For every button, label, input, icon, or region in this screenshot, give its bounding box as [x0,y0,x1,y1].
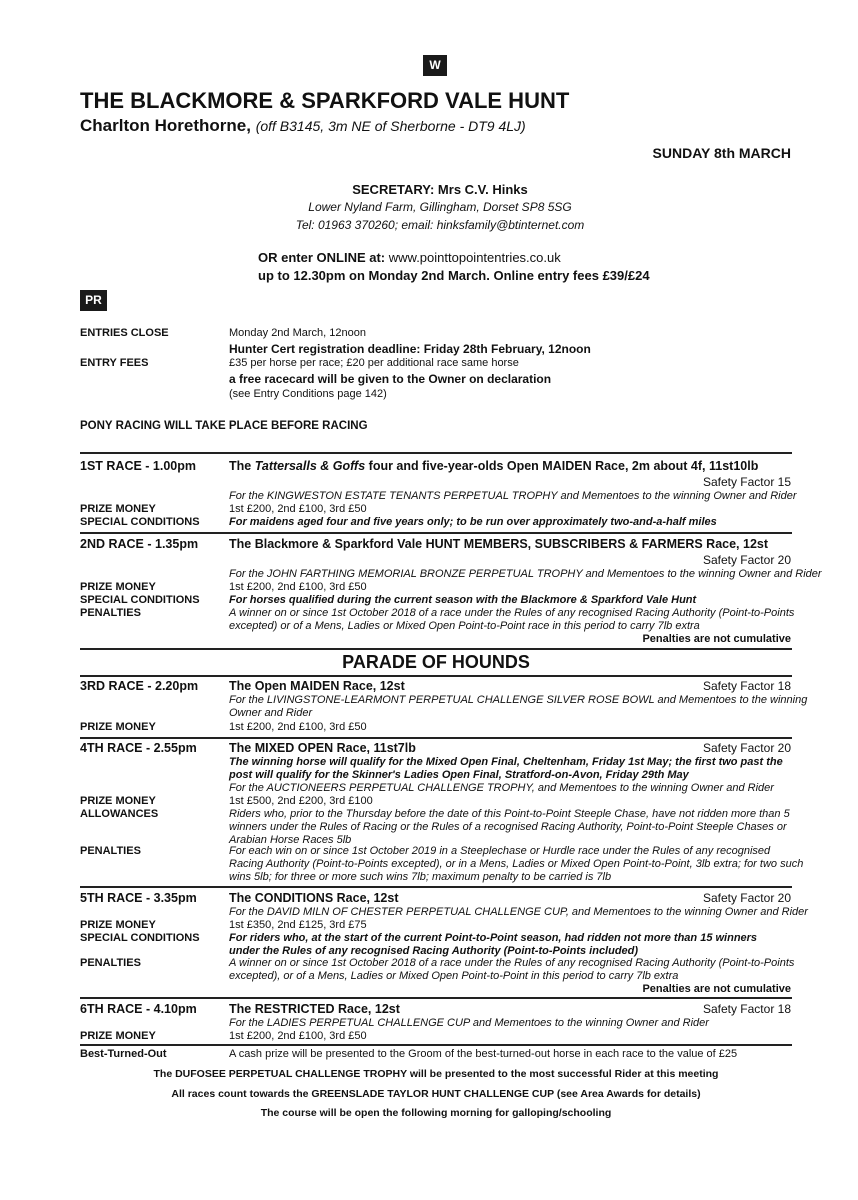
race2-title: The Blackmore & Sparkford Vale HUNT MEMBERS, SUBSCRIBERS & FARMERS Race, 12st [229,537,769,551]
race6-trophy: For the LADIES PERPETUAL CHALLENGE CUP and Mementoes to the winning Owner and Rider [229,1017,709,1029]
venue-line [80,115,526,137]
online-line [258,250,561,265]
race1-title [229,459,758,474]
race4-qualification-1: The winning horse will qualify for the Mixed Open Final, Cheltenham, Friday 1st May; the first two past the [229,756,783,768]
race2-prize-label: PRIZE MONEY [80,581,156,593]
race5-penalties-label: PENALTIES [80,957,141,969]
race2-rule [80,532,792,534]
race2-penalties-1: A winner on or since 1st October 2018 of a race under the Rules of any recognised Racing Authority (Point-to-Points [229,607,795,619]
race3-prize: 1st £200, 2nd £100, 3rd £50 [229,721,367,733]
race2-trophy: For the JOHN FARTHING MEMORIAL BRONZE PERPETUAL TROPHY and Mementoes to the winning Owner and Rider [229,568,822,580]
race2-safety-factor: Safety Factor 20 [702,553,791,567]
race1-trophy: For the KINGWESTON ESTATE TENANTS PERPETUAL TROPHY and Mementoes to the winning Owner and Rider [229,490,797,502]
race4-penalties-1: For each win on or since 1st October 2019 in a Steeplechase or Hurdle race under the Rules of any recognised [229,845,771,857]
secretary-address: Lower Nyland Farm, Gillingham, Dorset SP8 5SG [308,200,572,214]
race5-penalties-1: A winner on or since 1st October 2018 of a race under the Rules of any recognised Racing Authority (Point-to-Points [229,957,795,969]
race4-time: 4TH RACE - 2.55pm [80,741,197,755]
race6-time: 6TH RACE - 4.10pm [80,1002,197,1016]
race1-special-label: SPECIAL CONDITIONS [80,516,200,528]
race2-penalties-note: Penalties are not cumulative [642,633,791,645]
race3-time: 3RD RACE - 2.20pm [80,679,199,693]
race4-title: The MIXED OPEN Race, 11st7lb [229,741,416,755]
race5-rule [80,886,792,888]
race4-allowances-2: winners under the Rules of Racing or the Rules of a recognised Racing Authority, Point-to-Point Steeple Chases or [229,821,787,833]
best-turned-out-text: A cash prize will be presented to the Groom of the best-turned-out horse in each race to the value of £25 [229,1048,738,1060]
race3-trophy-2: Owner and Rider [229,707,313,719]
footer-line-1: The DUFOSEE PERPETUAL CHALLENGE TROPHY will be presented to the most successful Rider at this meeting [153,1068,719,1080]
venue-detail: (off B3145, 3m NE of Sherborne - DT9 4LJ) [255,118,526,134]
race4-prize-label: PRIZE MONEY [80,795,156,807]
parade-rule [80,648,792,650]
race1-prize: 1st £200, 2nd £100, 3rd £50 [229,503,367,515]
race4-penalties-2: Racing Authority (Point-to-Points excepted), or in a Mens, Ladies or Mixed Open Point-to-Point, 3lb extra; for two such [229,858,804,870]
race6-safety-factor: Safety Factor 18 [702,1002,791,1016]
race4-safety-factor: Safety Factor 20 [702,741,791,755]
page-title: THE BLACKMORE & SPARKFORD VALE HUNT [80,88,570,113]
best-turned-out-label: Best-Turned-Out [80,1048,167,1060]
race1-special: For maidens aged four and five years only; to be run over approximately two-and-a-half miles [229,516,717,528]
race3-safety-factor: Safety Factor 18 [702,679,791,693]
race5-prize: 1st £350, 2nd £125, 3rd £75 [229,919,367,931]
race2-penalties-2: excepted) or of a Mens, Ladies or Mixed Open Point-to-Point race in this period to carry 7lb extra [229,620,700,632]
race2-special-label: SPECIAL CONDITIONS [80,594,200,606]
footer-line-2: All races count towards the GREENSLADE TAYLOR HUNT CHALLENGE CUP (see Area Awards for details) [171,1088,701,1100]
racecard-note: a free racecard will be given to the Owner on declaration [229,372,552,386]
entry-fees-label: ENTRY FEES [80,357,149,369]
race4-prize: 1st £500, 2nd £200, 3rd £100 [229,795,373,807]
entry-conditions-ref: (see Entry Conditions page 142) [229,388,387,400]
race1-safety-factor: Safety Factor 15 [702,475,791,489]
race5-penalties-note: Penalties are not cumulative [642,983,791,995]
venue-name: Charlton Horethorne, [80,116,251,135]
race5-safety-factor: Safety Factor 20 [702,891,791,905]
race1-title-rest: four and five-year-olds Open MAIDEN Race, 2m about 4f, 11st10lb [368,459,759,473]
region-badge: W [423,55,447,76]
race2-prize: 1st £200, 2nd £100, 3rd £50 [229,581,367,593]
race5-penalties-2: excepted), or of a Mens, Ladies or Mixed Open Point-to-Point in this period to carry 7lb extra [229,970,679,982]
meeting-date: SUNDAY 8th MARCH [652,145,791,161]
race1-rule [80,452,792,454]
race5-trophy: For the DAVID MILN OF CHESTER PERPETUAL CHALLENGE CUP, and Mementoes to the winning Owner and Rider [229,906,808,918]
race4-rule [80,737,792,739]
race5-special-label: SPECIAL CONDITIONS [80,932,200,944]
online-deadline: up to 12.30pm on Monday 2nd March. Online entry fees £39/£24 [258,268,650,283]
race3-trophy-1: For the LIVINGSTONE-LEARMONT PERPETUAL CHALLENGE SILVER ROSE BOWL and Mementoes to the winning [229,694,808,706]
race4-allowances-3: Arabian Horse Races 5lb [229,834,352,846]
secretary-contact: Tel: 01963 370260; email: hinksfamily@btinternet.com [295,218,585,232]
race5-special-2: under the Rules of any recognised Racing Authority (Point-to-Points included) [229,945,639,957]
race3-prize-label: PRIZE MONEY [80,721,156,733]
race3-title: The Open MAIDEN Race, 12st [229,679,405,693]
race4-penalties-3: wins 5lb; for three or more such wins 7lb; maximum penalty to be carried is 7lb [229,871,612,883]
hunter-cert-deadline: Hunter Cert registration deadline: Friday 28th February, 12noon [229,342,591,356]
race5-prize-label: PRIZE MONEY [80,919,156,931]
pr-badge: PR [80,290,107,311]
race4-allowances-label: ALLOWANCES [80,808,159,820]
parade-of-hounds: PARADE OF HOUNDS [342,652,530,672]
pony-racing-notice: PONY RACING WILL TAKE PLACE BEFORE RACING [80,420,368,432]
entries-close-label: ENTRIES CLOSE [80,327,169,339]
secretary-name: SECRETARY: Mrs C.V. Hinks [352,182,528,197]
online-label: OR enter ONLINE at: [258,250,386,265]
race4-trophy: For the AUCTIONEERS PERPETUAL CHALLENGE TROPHY, and Mementoes to the winning Owner and Rider [229,782,774,794]
race1-time: 1ST RACE - 1.00pm [80,459,197,473]
best-turned-out-rule [80,1044,792,1046]
race3-rule [80,675,792,677]
race6-title: The RESTRICTED Race, 12st [229,1002,400,1016]
footer-line-3: The course will be open the following morning for galloping/schooling [260,1107,612,1119]
race6-rule [80,997,792,999]
race4-allowances-1: Riders who, prior to the Thursday before the date of this Point-to-Point Steeple Chase, have not ridden more than 5 [229,808,790,820]
entry-fees-value: £35 per horse per race; £20 per additional race same horse [229,357,519,369]
race2-penalties-label: PENALTIES [80,607,141,619]
online-url[interactable]: www.pointtopointentries.co.uk [388,250,561,265]
race5-special-1: For riders who, at the start of the current Point-to-Point season, had ridden not more than 15 winners [229,932,758,944]
entries-close-value: Monday 2nd March, 12noon [229,327,366,339]
race1-pre: The [229,459,252,473]
race5-time: 5TH RACE - 3.35pm [80,891,197,905]
race1-sponsor: Tattersalls & Goffs [254,459,366,473]
race4-qualification-2: post will qualify for the Skinner's Ladies Open Final, Stratford-on-Avon, Friday 29th May [229,769,689,781]
race2-special: For horses qualified during the current season with the Blackmore & Sparkford Vale Hunt [229,594,697,606]
race4-penalties-label: PENALTIES [80,845,141,857]
race2-time: 2ND RACE - 1.35pm [80,537,199,551]
race6-prize-label: PRIZE MONEY [80,1030,156,1042]
race6-prize: 1st £200, 2nd £100, 3rd £50 [229,1030,367,1042]
race5-title: The CONDITIONS Race, 12st [229,891,399,905]
race1-prize-label: PRIZE MONEY [80,503,156,515]
